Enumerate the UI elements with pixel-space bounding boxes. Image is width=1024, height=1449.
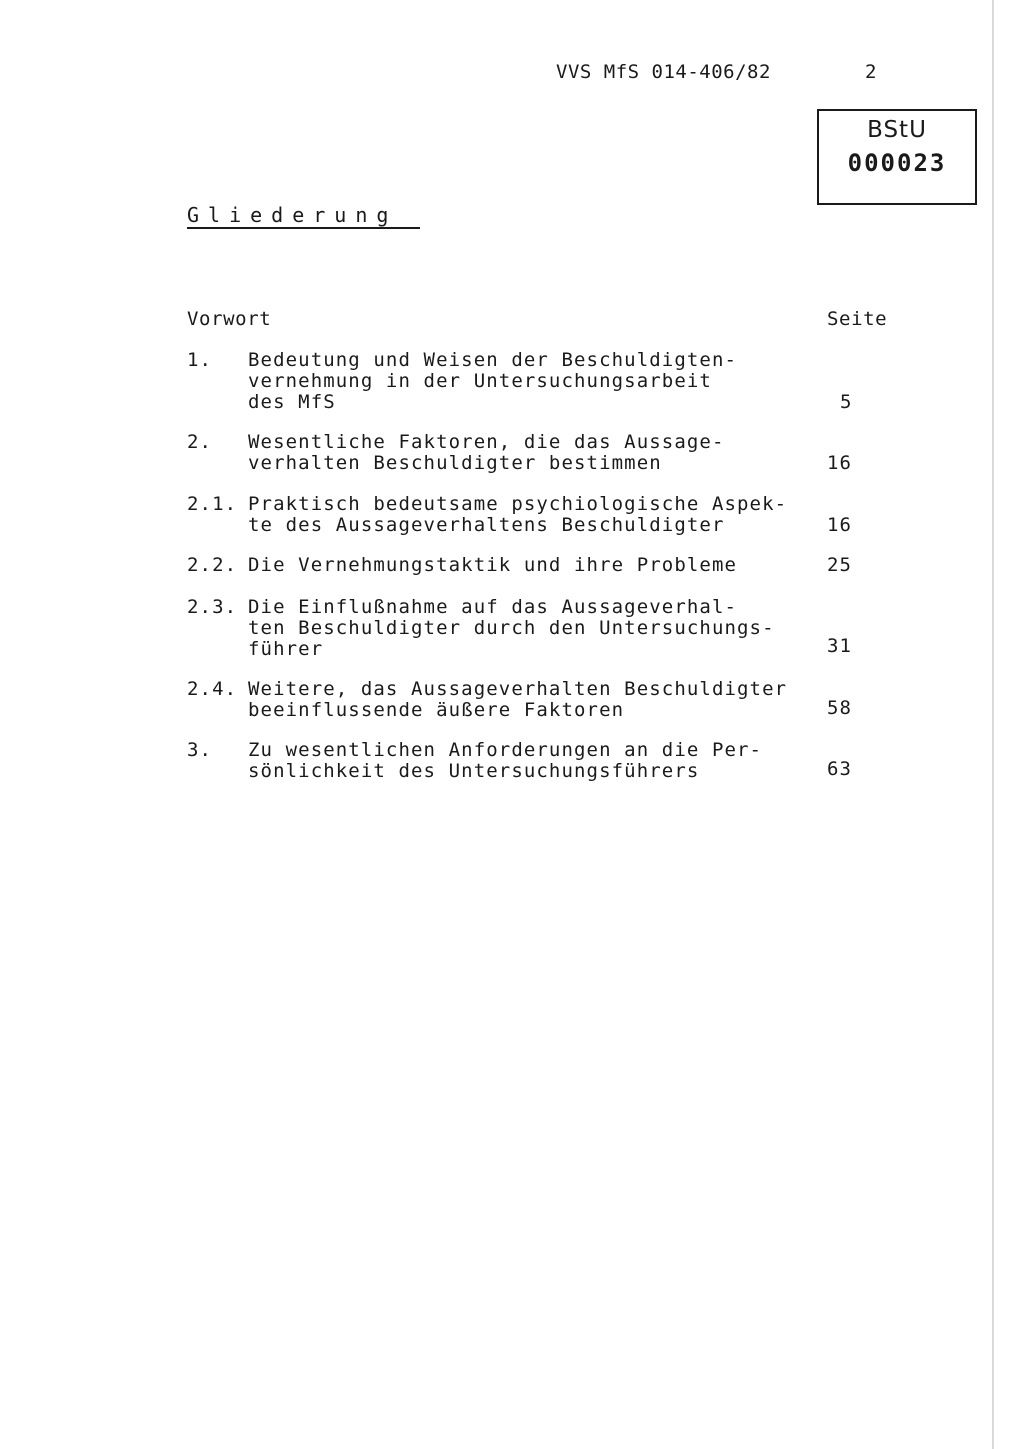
toc-entry-line: sönlichkeit des Untersuchungsführers — [248, 760, 700, 782]
seite-column-label: Seite — [827, 308, 888, 330]
toc-entry-number: 3. — [187, 739, 213, 761]
toc-entry-page: 63 — [827, 758, 853, 780]
toc-entry — [187, 678, 867, 722]
toc-entry-line: führer — [248, 638, 324, 660]
toc-entry-page: 16 — [827, 452, 853, 474]
toc-entry-number: 2.3. — [187, 596, 238, 618]
page-number: 2 — [865, 61, 877, 83]
toc-entry-line: Weitere, das Aussageverhalten Beschuldigter — [248, 678, 788, 700]
page-title: Gliederung — [187, 203, 398, 227]
toc-entry-line: Wesentliche Faktoren, die das Aussage- — [248, 431, 725, 453]
page-edge-shadow — [992, 0, 994, 1449]
toc-entry-line: vernehmung in der Untersuchungsarbeit — [248, 370, 712, 392]
toc-entry-page: 25 — [827, 554, 853, 576]
document-reference: VVS MfS 014-406/82 — [556, 61, 771, 83]
title-underline — [187, 227, 420, 229]
toc-entry-line: Zu wesentlichen Anforderungen an die Per- — [248, 739, 763, 761]
toc-entry-page: 31 — [827, 635, 853, 657]
toc-entry-line: des MfS — [248, 391, 336, 413]
toc-entry — [187, 431, 867, 475]
toc-entry-line: te des Aussageverhaltens Beschuldigter — [248, 514, 725, 536]
toc-entry-line: verhalten Beschuldigter bestimmen — [248, 452, 662, 474]
archive-stamp — [817, 109, 977, 205]
toc-entry-number: 2. — [187, 431, 213, 453]
toc-entry — [187, 349, 867, 415]
toc-entry-line: Bedeutung und Weisen der Beschuldigten- — [248, 349, 738, 371]
toc-entry-line: Praktisch bedeutsame psychiologische Aspek- — [248, 493, 788, 515]
toc-entry-page: 16 — [827, 514, 853, 536]
toc-entry-line: Die Einflußnahme auf das Aussageverhal- — [248, 596, 738, 618]
vorwort-label: Vorwort — [187, 308, 272, 330]
toc-entry — [187, 493, 867, 537]
stamp-org-label: BStU — [867, 117, 927, 143]
toc-entry-number: 2.4. — [187, 678, 238, 700]
toc-entry-number: 1. — [187, 349, 213, 371]
toc-entry-number: 2.2. — [187, 554, 238, 576]
toc-entry — [187, 554, 867, 578]
toc-entry-page: 58 — [827, 697, 853, 719]
stamp-number: 000023 — [847, 149, 947, 177]
toc-entry-line: beeinflussende äußere Faktoren — [248, 699, 625, 721]
toc-entry-line: Die Vernehmungstaktik und ihre Probleme — [248, 554, 738, 576]
toc-entry — [187, 596, 867, 662]
toc-entry-line: ten Beschuldigter durch den Untersuchungs- — [248, 617, 775, 639]
toc-entry-page: 5 — [840, 391, 853, 413]
toc-entry — [187, 739, 867, 783]
toc-entry-number: 2.1. — [187, 493, 238, 515]
